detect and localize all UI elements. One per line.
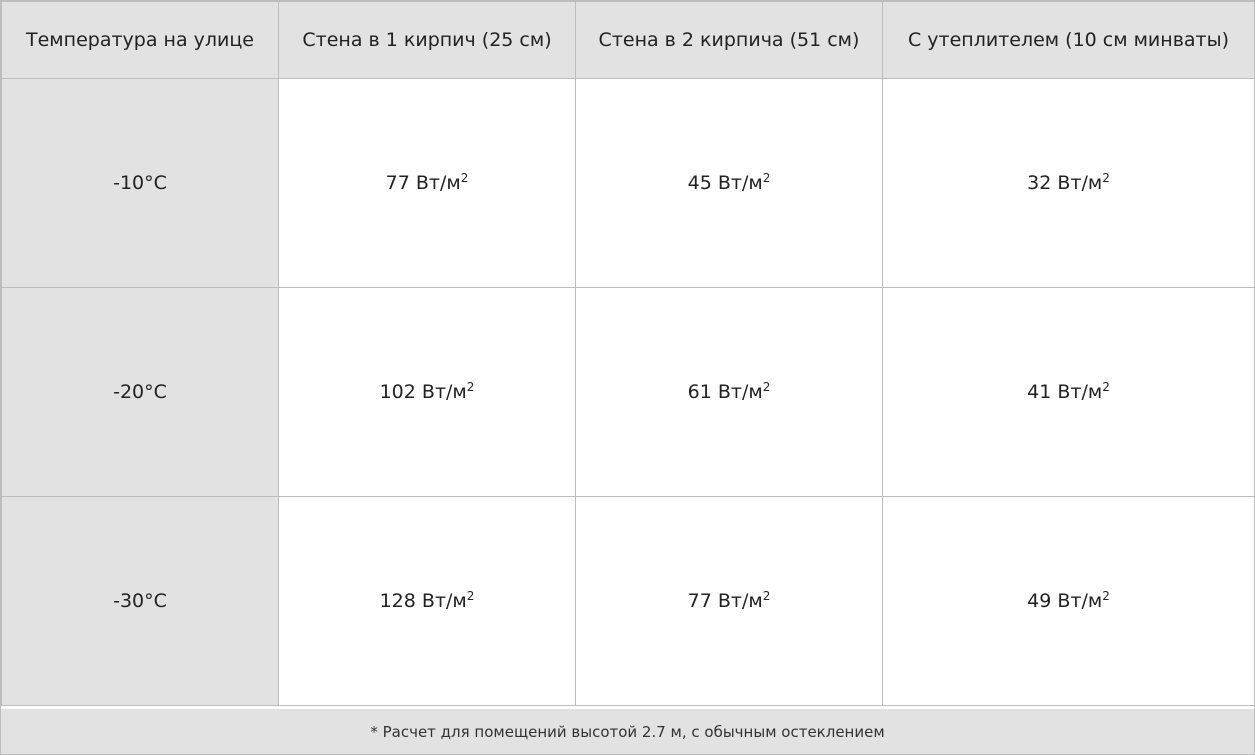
row-temperature: -20°C (2, 288, 279, 497)
table-header-row (2, 2, 1255, 79)
header-wall-2-bricks: Стена в 2 кирпича (51 см) (576, 2, 883, 79)
header-insulated-wall: С утеплителем (10 см минваты) (883, 2, 1255, 79)
cell-unit-sup: 2 (762, 380, 771, 394)
cell-unit: Вт/м (717, 381, 763, 403)
table-row (2, 79, 1255, 288)
table-row (2, 497, 1255, 706)
table-row (2, 288, 1255, 497)
cell-unit-sup: 2 (466, 589, 475, 603)
cell-unit-sup: 2 (1102, 380, 1110, 394)
cell-value: 32 (1027, 172, 1052, 194)
footnote: * Расчет для помещений высотой 2.7 м, с обычным остеклением (1, 709, 1254, 754)
header-wall-1-brick: Стена в 1 кирпич (25 см) (279, 2, 576, 79)
cell-unit: Вт/м (415, 172, 461, 194)
row-temperature: -10°C (2, 79, 279, 288)
cell-unit: Вт/м (1057, 590, 1103, 612)
table-cell (576, 79, 883, 288)
cell-value: 102 (379, 381, 416, 403)
table-cell (279, 288, 576, 497)
table-cell (883, 79, 1255, 288)
cell-value: 77 (385, 172, 410, 194)
cell-unit-sup: 2 (762, 171, 771, 185)
cell-unit: Вт/м (421, 590, 467, 612)
cell-unit-sup: 2 (460, 171, 469, 185)
table-cell (883, 497, 1255, 706)
cell-unit: Вт/м (1057, 381, 1103, 403)
cell-value: 77 (687, 590, 712, 612)
table-cell (279, 79, 576, 288)
cell-unit-sup: 2 (466, 380, 475, 394)
heat-loss-table (1, 1, 1255, 706)
header-outdoor-temperature: Температура на улице (2, 2, 279, 79)
table-cell (279, 497, 576, 706)
cell-unit-sup: 2 (762, 589, 771, 603)
cell-value: 45 (687, 172, 712, 194)
table-cell (576, 497, 883, 706)
cell-unit: Вт/м (1057, 172, 1103, 194)
cell-unit: Вт/м (717, 590, 763, 612)
cell-unit-sup: 2 (1102, 171, 1110, 185)
table-cell (576, 288, 883, 497)
cell-value: 61 (687, 381, 712, 403)
cell-unit: Вт/м (421, 381, 467, 403)
cell-value: 128 (379, 590, 416, 612)
row-temperature: -30°C (2, 497, 279, 706)
cell-unit-sup: 2 (1102, 589, 1110, 603)
table-cell (883, 288, 1255, 497)
cell-value: 41 (1027, 381, 1052, 403)
cell-unit: Вт/м (717, 172, 763, 194)
cell-value: 49 (1027, 590, 1052, 612)
